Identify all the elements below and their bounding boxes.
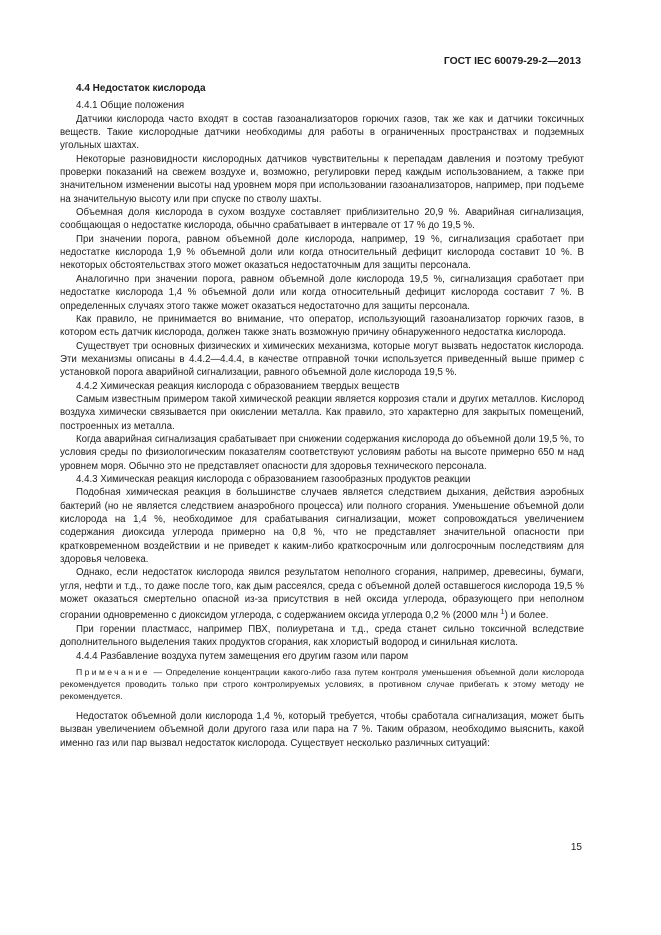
paragraph: Объемная доля кислорода в сухом воздухе составляет приблизительно 20,9 %. Аварийная сигнализация, сообщающая о недостатке кислорода, обычно срабатывает в интервале от 17 % до 19,5 %.: [60, 207, 584, 232]
note-label: Примечание: [76, 667, 150, 678]
paragraph: Некоторые разновидности кислородных датчиков чувствительны к перепадам давления и поэтому требуют проверки показаний на свежем воздухе и, возможно, регулировки перед каждым использованием, а также при значительном изменении высоты над уровнем моря при использовании газоанализаторов, например, при подъеме на значительную высоту или при спуске по стволу шахты.: [60, 153, 584, 205]
paragraph: Существует три основных физических и химических механизма, которые могут вызвать недостаток кислорода. Эти механизмы описаны в 4.4.2—4.4.4, в качестве отправной точки используется приведенный выше пример с установкой порога аварийной сигнализации, равного объемной доле кислорода 19,5 %.: [60, 340, 584, 379]
subsection-title-4-4-4: 4.4.4 Разбавление воздуха путем замещения его другим газом или паром: [76, 650, 409, 662]
document-body: [60, 82, 584, 750]
page-number: 15: [570, 842, 582, 853]
paragraph: Датчики кислорода часто входят в состав газоанализаторов горючих газов, так же как и датчики токсичных веществ. Такие кислородные датчики необходимы для работы в ограниченных пространствах и подземных угольных шахтах.: [60, 113, 584, 152]
paragraph-text-tail: ) и более.: [504, 610, 549, 622]
footnote-superscript: 1: [500, 609, 505, 617]
paragraph-text: Однако, если недостаток кислорода явился результатом неполного сгорания, например, древесины, бумаги, угля, нефти и т.д., то даже после того, как дым рассеялся, среда с объемной долей оставшегося кислорода 19,5 % может оказаться смертельно опасной из-за присутствия в ней оксида углерода, образующего при неполном сгорании одновременно с диоксидом углерода, с содержанием оксида углерода 0,2 % (2000 млн: [60, 567, 584, 622]
paragraph: Аналогично при значении порога, равном объемной доле кислорода 19,5 %, сигнализация сработает при недостатке кислорода 1,4 % объемной доли или когда относительный дефицит кислорода составит 7 %. В определенных случаях этого также может оказаться недостаточно для защиты персонала.: [60, 273, 584, 312]
paragraph: При значении порога, равном объемной доле кислорода, например, 19 %, сигнализация сработает при недостатке кислорода 1,9 % объемной доли или когда относительный дефицит кислорода составит 10 %. В некоторых обстоятельствах этого может оказаться недостаточным для защиты персонала.: [60, 233, 584, 272]
paragraph: [60, 566, 584, 623]
standard-header: ГОСТ IEC 60079-29-2—2013: [443, 56, 581, 67]
subsection-title-4-4-1: 4.4.1 Общие положения: [76, 100, 185, 112]
subsection-title-4-4-3: 4.4.3 Химическая реакция кислорода с образованием газообразных продуктов реакции: [76, 473, 471, 485]
paragraph: Когда аварийная сигнализация срабатывает при снижении содержания кислорода до объемной доли 19,5 %, то условия среды по физиологическим показателям соответствуют условиям работы на высоте примерно 650 м над уровнем моря. Обычно это не представляет опасности для здоровья технического персонала.: [60, 433, 584, 472]
note-text: — Определение концентрации какого-либо газа путем контроля уменьшения объемной доли кислорода рекомендуется проводить только при строго контролируемых условиях, в противном случае прибегать к этому методу не рекомендуется.: [60, 667, 584, 702]
note: [60, 666, 584, 702]
paragraph: Подобная химическая реакция в большинстве случаев является следствием дыхания, действия аэробных бактерий (но не является следствием анаэробного процесса) или полного сгорания. Уменьшение объемной доли кислорода на 1,4 %, необходимое для срабатывания сигнализации, может сопровождаться увеличением содержания диоксида углерода примерно на 0,8 %, что не представляет значительной опасности при кратковременном воздействии и не приведет к каким-либо краткосрочным или долгосрочным последствиям для здоровья человека.: [60, 487, 584, 566]
paragraph: Как правило, не принимается во внимание, что оператор, использующий газоанализатор горючих газов, в котором есть датчик кислорода, должен также знать возможную причину обнаруженного недостатка кислорода.: [60, 313, 584, 339]
paragraph: При горении пластмасс, например ПВХ, полиуретана и т.д., среда станет сильно токсичной вследствие дополнительного выделения таких продуктов сгорания, как хлористый водород и синильная кислота.: [60, 623, 584, 649]
paragraph: Недостаток объемной доли кислорода 1,4 %, который требуется, чтобы сработала сигнализация, может быть вызван увеличением объемной доли другого газа или пара на 7 %. Таким образом, необходимо выяснить, какой именно газ или пар вызвал недостаток кислорода. Существует несколько различных ситуаций:: [60, 711, 584, 749]
subsection-title-4-4-2: 4.4.2 Химическая реакция кислорода с образованием твердых веществ: [76, 380, 400, 392]
paragraph: Самым известным примером такой химической реакции является коррозия стали и других металлов. Кислород воздуха химически связывается при окислении металла. Как правило, это характерно для закрытых помещений, построенных из металла.: [60, 393, 584, 432]
section-title: 4.4 Недостаток кислорода: [76, 83, 206, 94]
